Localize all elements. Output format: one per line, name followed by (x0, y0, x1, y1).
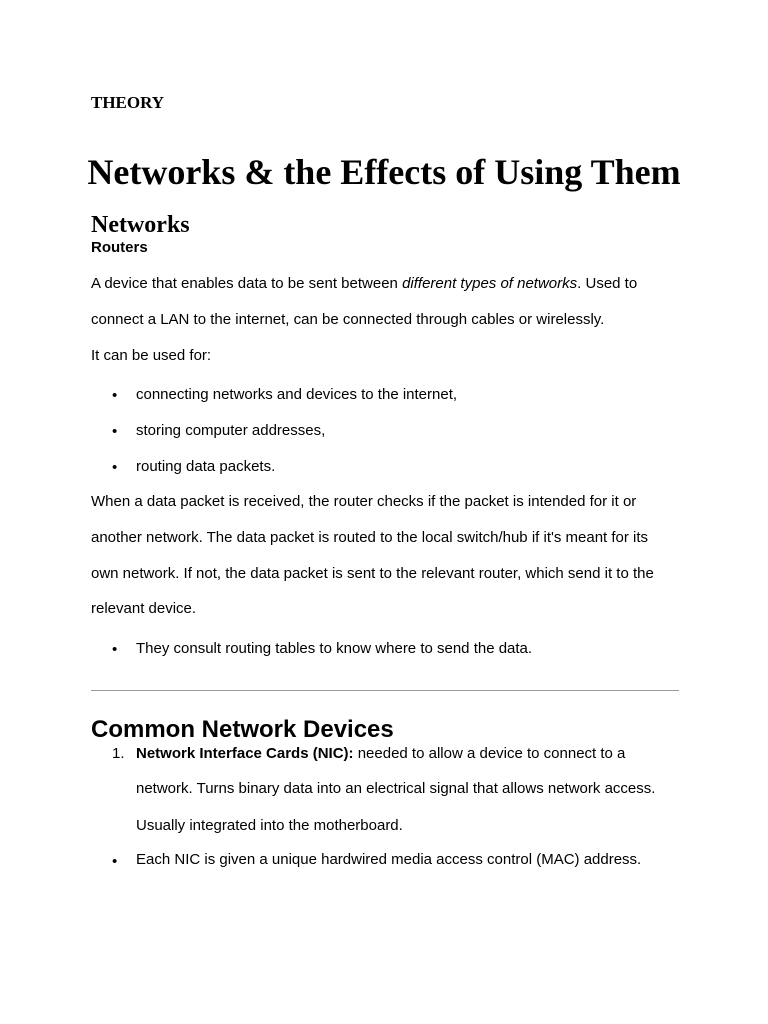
router-intro-text: A device that enables data to be sent between (91, 275, 403, 292)
item-term: Network Interface Cards (NIC): (136, 745, 354, 762)
routing-tables-note: They consult routing tables to know where to send the data. (136, 640, 533, 657)
bullet-marker: • (112, 641, 118, 658)
router-intro-line-1 (91, 275, 637, 293)
heading-common-network-devices: Common Network Devices (91, 716, 394, 743)
router-intro-line-2: connect a LAN to the internet, can be connected through cables or wirelessly. (91, 311, 605, 328)
paragraph-line: relevant device. (91, 600, 197, 617)
list-item: connecting networks and devices to the internet, (136, 386, 458, 403)
router-intro-text-end: . Used to (577, 275, 638, 292)
list-item: routing data packets. (136, 458, 276, 475)
paragraph-line: When a data packet is received, the router checks if the packet is intended for it or (91, 493, 637, 510)
item-number: 1. (112, 745, 125, 762)
section-divider (91, 690, 679, 691)
list-item: storing computer addresses, (136, 422, 326, 439)
paragraph-line: another network. The data packet is routed to the local switch/hub if it's meant for its (91, 529, 649, 546)
heading-routers: Routers (91, 239, 148, 256)
bullet-marker: • (112, 423, 118, 440)
item-text: needed to allow a device to connect to a (353, 745, 626, 762)
bullet-marker: • (112, 387, 118, 404)
item-line-1 (136, 745, 625, 763)
item-line-2: network. Turns binary data into an electrical signal that allows network access. (136, 780, 656, 797)
section-label: THEORY (91, 93, 165, 112)
paragraph-line: own network. If not, the data packet is sent to the relevant router, which send it to the (91, 565, 654, 582)
router-intro-emphasis: different types of networks (402, 275, 578, 292)
bullet-marker: • (112, 853, 118, 870)
item-line-3: Usually integrated into the motherboard. (136, 817, 403, 834)
document-title: Networks & the Effects of Using Them (87, 152, 681, 192)
router-uses-label: It can be used for: (91, 347, 212, 364)
heading-networks: Networks (91, 212, 190, 238)
nic-mac-note: Each NIC is given a unique hardwired media access control (MAC) address. (136, 851, 642, 868)
bullet-marker: • (112, 459, 118, 476)
